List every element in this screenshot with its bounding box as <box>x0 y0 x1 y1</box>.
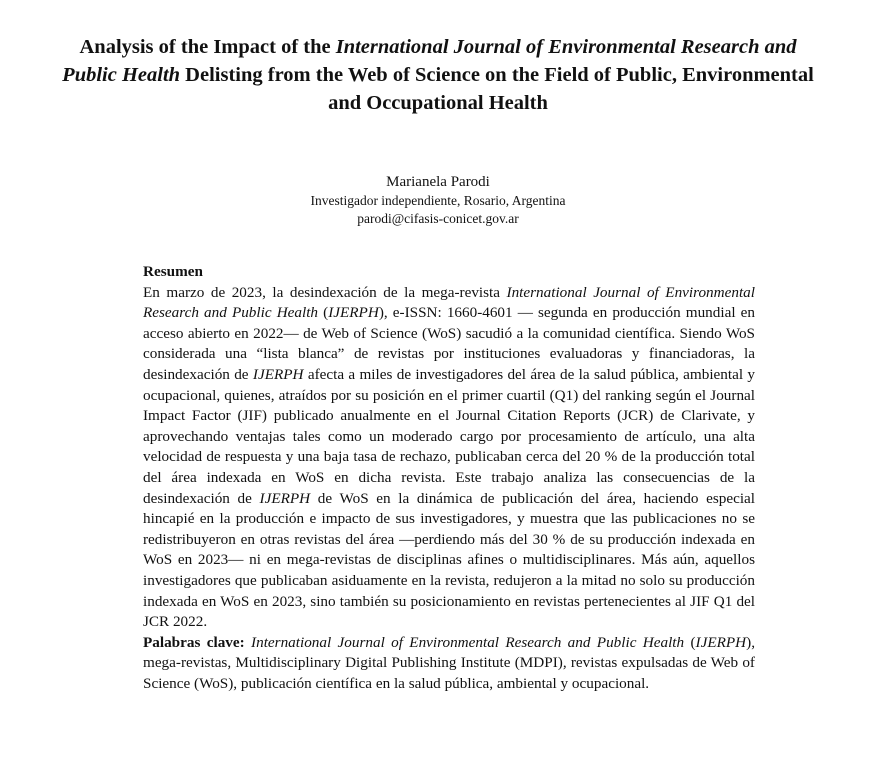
keywords-paragraph <box>143 633 755 695</box>
abstract-journal-name: International Journal of Environmental Research and Public Health <box>143 283 755 322</box>
abstract-journal-abbr: IJERPH <box>259 489 311 507</box>
author-affiliation: Investigador independiente, Rosario, Argentina <box>310 193 566 208</box>
keywords-journal-abbr: IJERPH <box>695 633 747 651</box>
title-part-1: Analysis of the Impact of the <box>79 36 336 58</box>
author-block <box>0 172 876 228</box>
abstract-text-2: ( <box>318 304 329 322</box>
paper-title <box>60 33 816 117</box>
abstract-body <box>143 283 755 633</box>
abstract-journal-abbr: IJERPH <box>252 365 304 383</box>
title-part-2: Delisting from the Web of Science on the Field of Public, Environmental and Occupational Health <box>180 64 814 114</box>
author-name: Marianela Parodi <box>386 174 490 190</box>
abstract-heading: Resumen <box>143 263 203 280</box>
abstract-text-3: ), e-ISSN: 1660-4601 — segunda en producción mundial en acceso abierto en 2022— de Web of Science (WoS) sacudió a la comunidad científica. Siendo WoS considerada una “lista blanca” de revistas por instituciones evaluadoras y financiadoras, la desindexación de <box>143 304 755 383</box>
author-email: parodi@cifasis-conicet.gov.ar <box>357 211 519 226</box>
keywords-journal-name: International Journal of Environmental Research and Public Health <box>251 633 685 651</box>
abstract-text-4: afecta a miles de investigadores del área de la salud pública, ambiental y ocupacional, quienes, atraídos por su posición en el primer cuartil (Q1) del ranking según el Journal Impact Factor (JIF) publicado anualmente en el Journal Citation Reports (JCR) de Clarivate, y aprovechando ventajas tales como un moderado cargo por procesamiento de artículo, una alta velocidad de respuesta y una baja tasa de rechazo, publicaban cerca del 20 % de la producción total del área indexada en WoS en dicha revista. Este trabajo analiza las consecuencias de la desindexación de <box>143 365 755 507</box>
keywords-label: Palabras clave: <box>143 633 245 651</box>
abstract-text-5: de WoS en la dinámica de publicación del área, haciendo especial hincapié en la producción e impacto de sus investigadores, y muestra que las publicaciones no se redistribuyeron en otras revistas del área —perdiendo más del 30 % de su producción indexada en WoS en 2023— ni en mega-revistas de disciplinas afines o multidisciplinares. Más aún, aquellos investigadores que publicaban asiduamente en la revista, redujeron a la mitad no solo su producción indexada en WoS en 2023, sino también su posicionamiento en revistas pertenecientes al JIF Q1 del JCR 2022. <box>143 489 755 631</box>
abstract-section <box>143 262 755 694</box>
keywords-text-2: ), mega-revistas, Multidisciplinary Digital Publishing Institute (MDPI), revistas expulsadas de Web of Science (WoS), publicación científica en la salud pública, ambiental y ocupacional. <box>143 633 756 692</box>
title-journal-name: International Journal of Environmental Research and Public Health <box>62 36 797 86</box>
abstract-journal-abbr: IJERPH <box>328 304 379 322</box>
keywords-text-1: ( <box>684 633 696 651</box>
abstract-text-1: En marzo de 2023, la desindexación de la mega-revista <box>143 283 507 301</box>
